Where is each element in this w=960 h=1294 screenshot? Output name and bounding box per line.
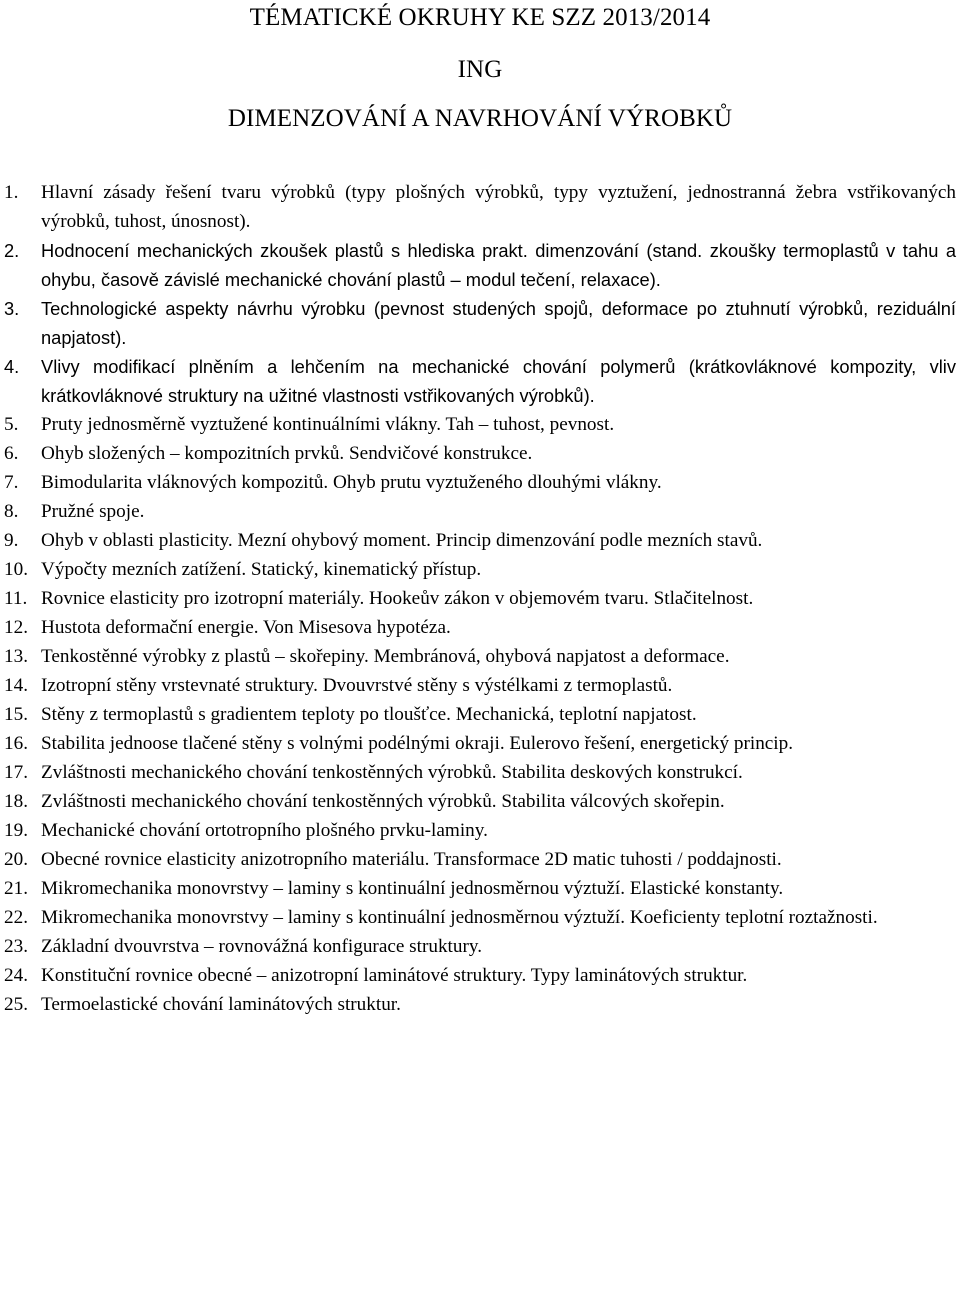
- topic-text: Zvláštnosti mechanického chování tenkostěnných výrobků. Stabilita válcových skořepin.: [41, 791, 725, 812]
- topic-number: 25.: [4, 994, 28, 1015]
- topic-text: Hodnocení mechanických zkoušek plastů s hlediska prakt. dimenzování (stand. zkoušky termoplastů v tahu a ohybu, časově závislé mechanické chování plastů – modul tečení, relaxace).: [41, 240, 956, 290]
- topic-item: [0, 816, 960, 845]
- topic-number: 1.: [4, 182, 19, 203]
- topic-item: [0, 497, 960, 526]
- topic-number: 14.: [4, 675, 28, 696]
- topic-item: [0, 439, 960, 468]
- topic-number: 19.: [4, 820, 28, 841]
- topic-number: 7.: [4, 472, 19, 493]
- topic-item: [0, 758, 960, 787]
- topic-text: Stěny z termoplastů s gradientem teploty po tloušťce. Mechanická, teplotní napjatost.: [41, 704, 697, 725]
- subject-heading: DIMENZOVÁNÍ A NAVRHOVÁNÍ VÝROBKŮ: [227, 105, 733, 132]
- topic-text: Stabilita jednoose tlačené stěny s volnými podélnými okraji. Eulerovo řešení, energetický princip.: [41, 733, 794, 754]
- topic-item: [0, 294, 960, 352]
- topic-item: [0, 932, 960, 961]
- topic-item: [0, 990, 960, 1019]
- topic-text: Ohyb složených – kompozitních prvků. Sendvičové konstrukce.: [41, 443, 533, 464]
- topic-text: Pružné spoje.: [41, 501, 145, 522]
- topic-number: 9.: [4, 530, 19, 551]
- topic-text: Ohyb v oblasti plasticity. Mezní ohybový moment. Princip dimenzování podle mezních stavů.: [41, 530, 763, 551]
- topic-item: [0, 526, 960, 555]
- topic-item: [0, 845, 960, 874]
- topic-item: [0, 903, 960, 932]
- topic-number: 11.: [4, 588, 28, 609]
- topic-text: Konstituční rovnice obecné – anizotropní laminátové struktury. Typy laminátových struktur.: [41, 965, 748, 986]
- topic-number: 20.: [4, 849, 28, 870]
- topic-item: [0, 787, 960, 816]
- topic-item: [0, 468, 960, 497]
- topic-text: Mikromechanika monovrstvy – laminy s kontinuální jednosměrnou výztuží. Koeficienty teplotní roztažnosti.: [41, 907, 878, 928]
- topic-text: Bimodularita vláknových kompozitů. Ohyb prutu vyztuženého dlouhými vlákny.: [41, 472, 662, 493]
- topic-text: Izotropní stěny vrstevnaté struktury. Dvouvrstvé stěny s výstélkami z termoplastů.: [41, 675, 673, 696]
- topic-item: [0, 178, 960, 236]
- topic-number: 13.: [4, 646, 28, 667]
- topic-text: Základní dvouvrstva – rovnovážná konfigurace struktury.: [41, 936, 483, 957]
- topic-text: Hlavní zásady řešení tvaru výrobků (typy plošných výrobků, typy vyztužení, jednostranná žebra vstřikovaných výrobků, tuhost, únosnost).: [41, 182, 956, 232]
- topic-item: [0, 961, 960, 990]
- topic-number: 5.: [4, 414, 19, 435]
- topic-text: Obecné rovnice elasticity anizotropního materiálu. Transformace 2D matic tuhosti / poddajnosti.: [41, 849, 782, 870]
- topic-number: 21.: [4, 878, 28, 899]
- topic-number: 18.: [4, 791, 28, 812]
- topic-number: 3.: [4, 298, 20, 319]
- topic-text: Rovnice elasticity pro izotropní materiály. Hookeův zákon v objemovém tvaru. Stlačitelnost.: [41, 588, 754, 609]
- topic-number: 22.: [4, 907, 28, 928]
- topic-text: Pruty jednosměrně vyztužené kontinuálními vlákny. Tah – tuhost, pevnost.: [41, 414, 615, 435]
- topic-item: [0, 236, 960, 294]
- topic-item: [0, 642, 960, 671]
- topic-number: 17.: [4, 762, 28, 783]
- topic-item: [0, 584, 960, 613]
- topic-number: 6.: [4, 443, 19, 464]
- topic-text: Zvláštnosti mechanického chování tenkostěnných výrobků. Stabilita deskových konstrukcí.: [41, 762, 743, 783]
- topic-text: Mikromechanika monovrstvy – laminy s kontinuální jednosměrnou výztuží. Elastické konstanty.: [41, 878, 784, 899]
- programme-heading: ING: [457, 56, 503, 83]
- topic-text: Termoelastické chování laminátových struktur.: [41, 994, 401, 1015]
- topic-text: Vlivy modifikací plněním a lehčením na mechanické chování polymerů (krátkovláknové kompozity, vliv krátkovláknové struktury na užitné vlastnosti vstřikovaných výrobků).: [41, 356, 956, 406]
- topic-text: Tenkostěnné výrobky z plastů – skořepiny. Membránová, ohybová napjatost a deformace.: [41, 646, 730, 667]
- topic-number: 16.: [4, 733, 28, 754]
- topic-number: 12.: [4, 617, 28, 638]
- topic-text: Mechanické chování ortotropního plošného prvku-laminy.: [41, 820, 488, 841]
- topic-text: Technologické aspekty návrhu výrobku (pevnost studených spojů, deformace po ztuhnutí výrobků, reziduální napjatost).: [41, 298, 956, 348]
- topic-list: [0, 178, 960, 1019]
- topic-text: Výpočty mezních zatížení. Statický, kinematický přístup.: [41, 559, 482, 580]
- topic-item: [0, 729, 960, 758]
- topic-number: 15.: [4, 704, 28, 725]
- topic-number: 4.: [4, 356, 20, 377]
- topic-item: [0, 874, 960, 903]
- topic-number: 2.: [4, 240, 20, 261]
- topic-item: [0, 555, 960, 584]
- topic-item: [0, 352, 960, 410]
- document-title: TÉMATICKÉ OKRUHY KE SZZ 2013/2014: [249, 4, 711, 31]
- topic-number: 8.: [4, 501, 19, 522]
- topic-text: Hustota deformační energie. Von Misesova hypotéza.: [41, 617, 451, 638]
- topic-number: 10.: [4, 559, 28, 580]
- topic-item: [0, 613, 960, 642]
- topic-number: 24.: [4, 965, 28, 986]
- topic-number: 23.: [4, 936, 28, 957]
- topic-item: [0, 700, 960, 729]
- topic-item: [0, 410, 960, 439]
- topic-item: [0, 671, 960, 700]
